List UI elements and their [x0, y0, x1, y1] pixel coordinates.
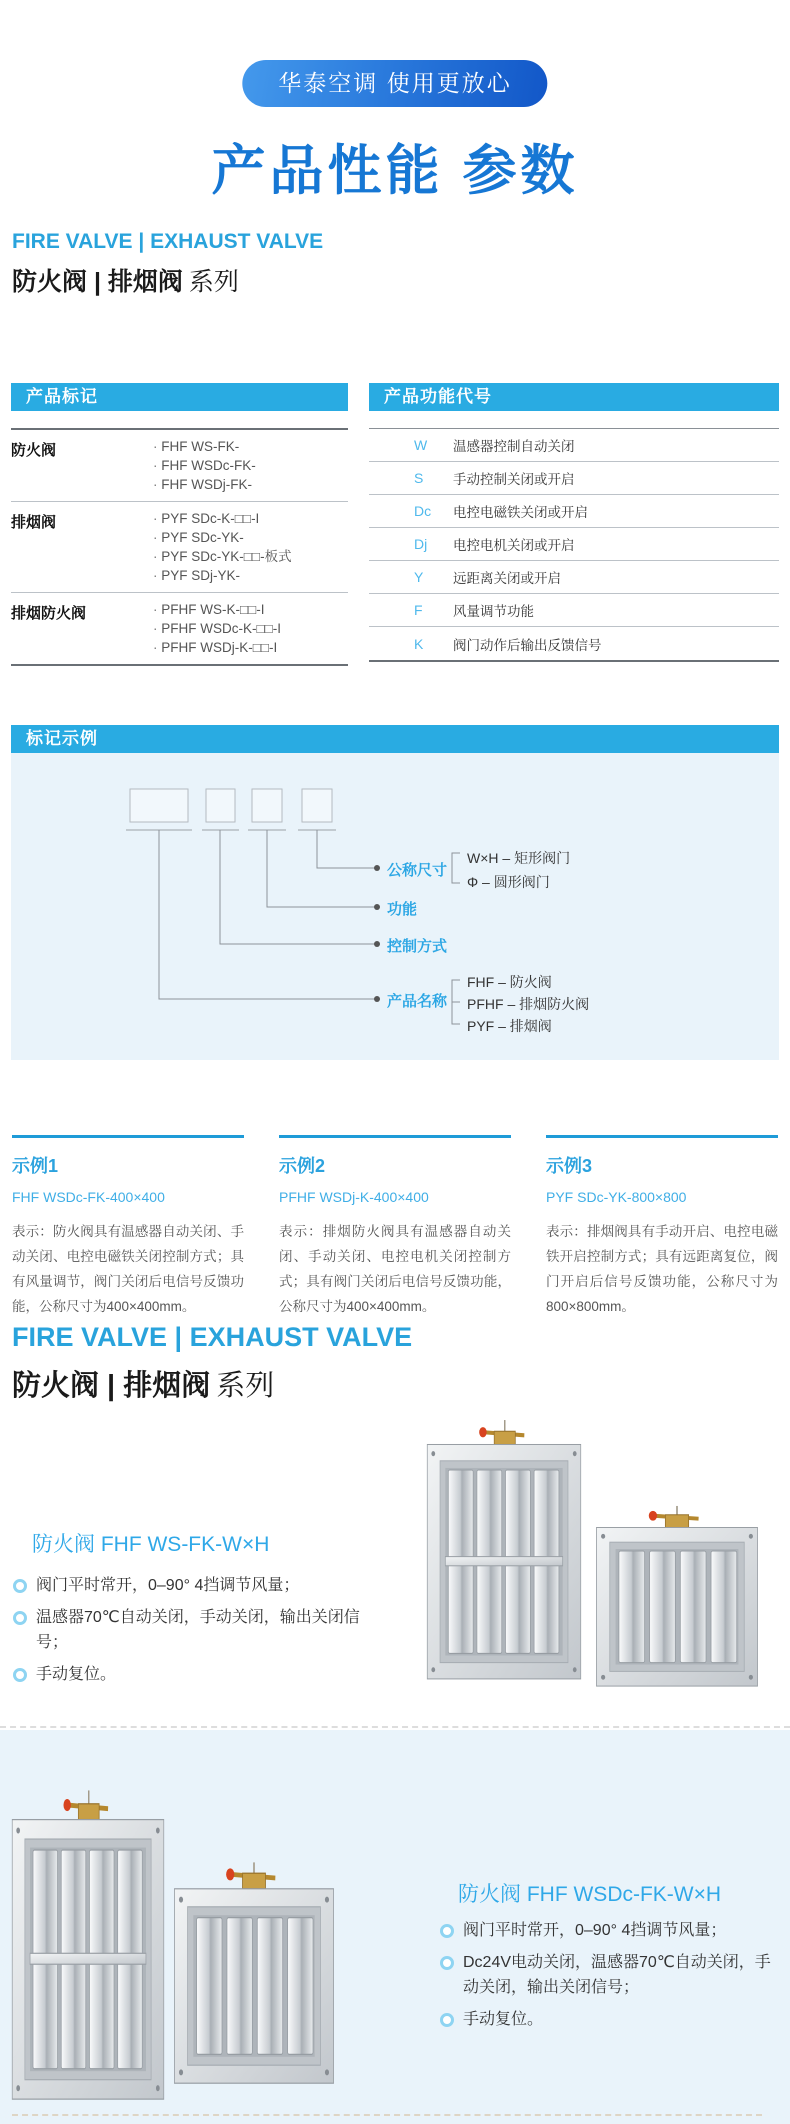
valve-photo-tall: [425, 1418, 583, 1683]
row-label: 排烟防火阀: [11, 605, 87, 622]
table-row: [369, 495, 779, 528]
example-description: 表示：排烟阀具有手动开启、电控电磁铁开启控制方式；具有远距离复位，阀门开启后信号反馈功能，公称尺寸为800×800mm。: [546, 1224, 778, 1314]
series-label: 系列: [216, 1370, 275, 1402]
mark-item: · FHF WS-FK-: [153, 437, 348, 456]
mark-item: · PYF SDc-YK-□□-板式: [153, 547, 348, 566]
product-marks-table: [11, 383, 348, 666]
row-label: 防火阀: [11, 442, 57, 459]
table-row: [11, 430, 348, 502]
function-code: K: [414, 635, 424, 652]
diagram-label-product: 产品名称: [387, 993, 448, 1010]
mark-item: · PFHF WSDj-K-□□-I: [153, 638, 348, 657]
marking-example-diagram: [11, 753, 779, 1060]
example-card-1: [12, 1135, 244, 1319]
product-legend-item: PYF – 排烟阀: [467, 1018, 552, 1034]
product-legend-item: PFHF – 排烟防火阀: [467, 996, 590, 1012]
mark-item: · FHF WSDc-FK-: [153, 456, 348, 475]
mark-item: · PFHF WS-K-□□-I: [153, 600, 348, 619]
feature-item: 阀门平时常开，0–90° 4挡调节风量；: [440, 1918, 774, 1943]
product-feature-list: [440, 1918, 774, 2039]
example-card-2: [279, 1135, 511, 1319]
bottom-divider: [12, 2114, 762, 2116]
function-code: Dj: [414, 536, 428, 552]
table-row: [369, 528, 779, 561]
feature-item: Dc24V电动关闭，温感器70℃自动关闭，手动关闭，输出关闭信号；: [440, 1950, 774, 2000]
section-heading-cn: 防火阀 | 排烟阀 系列: [12, 268, 239, 296]
feature-item: 温感器70℃自动关闭，手动关闭，输出关闭信号；: [13, 1605, 365, 1655]
function-code: Dc: [414, 503, 432, 519]
page-title: 产品性能 参数: [211, 141, 579, 201]
example-code: FHF WSDc-FK-400×400: [12, 1189, 165, 1205]
examples-row: [12, 1135, 778, 1319]
example-card-3: [546, 1135, 778, 1319]
diagram-label-control: 控制方式: [387, 938, 448, 955]
feature-item: 阀门平时常开，0–90° 4挡调节风量；: [13, 1573, 365, 1598]
function-desc: 电控电磁铁关闭或开启: [453, 505, 588, 520]
table-row: [11, 593, 348, 664]
table-row: [369, 462, 779, 495]
example-description: 表示：防火阀具有温感器自动关闭、手动关闭、电控电磁铁关闭控制方式；具有风量调节，阀门关闭后电信号反馈功能，公称尺寸为400×400mm。: [12, 1224, 244, 1314]
example-code: PFHF WSDj-K-400×400: [279, 1189, 429, 1205]
section-heading-en: FIRE VALVE | EXHAUST VALVE: [12, 230, 324, 253]
section-heading-cn: 防火阀 | 排烟阀 系列: [12, 1370, 275, 1402]
valve-photo-tall: [10, 1788, 166, 2104]
row-label: 排烟阀: [11, 514, 57, 531]
marking-example-section: [11, 725, 779, 1060]
function-desc: 风量调节功能: [453, 604, 534, 619]
product-legend-item: FHF – 防火阀: [467, 974, 552, 990]
product-marks-header: 产品标记: [11, 383, 348, 411]
mark-item: · PYF SDj-YK-: [153, 566, 348, 585]
section-heading-1: [12, 230, 323, 298]
table-row: [369, 594, 779, 627]
diagram-label-function: 功能: [387, 901, 418, 918]
function-code: S: [414, 470, 424, 486]
mark-item: · PYF SDc-YK-: [153, 528, 348, 547]
series-label: 系列: [188, 268, 239, 296]
product-title: 防火阀 FHF WSDc-FK-W×H: [458, 1883, 722, 1906]
function-desc: 阀门动作后输出反馈信号: [453, 637, 602, 653]
table-row: [369, 561, 779, 594]
brand-badge: 华泰空调 使用更放心: [242, 60, 547, 107]
feature-item: 手动复位。: [13, 1662, 365, 1687]
function-desc: 手动控制关闭或开启: [453, 472, 575, 487]
product-feature-list: [13, 1573, 365, 1694]
example-title: 示例3: [546, 1156, 593, 1176]
product-block-fhf-ws: [0, 1408, 790, 1728]
diagram-label-size: 公称尺寸: [387, 862, 448, 879]
mark-item: · PFHF WSDc-K-□□-I: [153, 619, 348, 638]
size-legend-item: Φ – 圆形阀门: [467, 874, 550, 890]
section-heading-2: [12, 1322, 412, 1404]
example-code: PYF SDc-YK-800×800: [546, 1189, 687, 1205]
feature-item: 手动复位。: [440, 2007, 774, 2032]
table-row: [369, 429, 779, 462]
function-desc: 电控电机关闭或开启: [453, 538, 575, 553]
function-desc: 远距离关闭或开启: [453, 571, 561, 586]
example-title: 示例1: [12, 1156, 59, 1176]
table-row: [369, 627, 779, 660]
function-code: Y: [414, 569, 424, 585]
valve-photo-square: [594, 1504, 760, 1690]
size-legend-item: W×H – 矩形阀门: [467, 850, 571, 866]
product-block-fhf-wsdc: [0, 1730, 790, 2124]
mark-item: · FHF WSDj-FK-: [153, 475, 348, 494]
function-codes-header: 产品功能代号: [369, 383, 779, 411]
valve-photo-square: [172, 1860, 336, 2088]
product-title: 防火阀 FHF WS-FK-W×H: [32, 1533, 270, 1556]
example-description: 表示：排烟防火阀具有温感器自动关闭、手动关闭、电控电机关闭控制方式；具有阀门关闭后电信号反馈功能，公称尺寸为400×400mm。: [279, 1224, 511, 1314]
function-codes-table: [369, 383, 779, 666]
mark-item: · PYF SDc-K-□□-I: [153, 509, 348, 528]
example-title: 示例2: [279, 1156, 326, 1176]
section-heading-en: FIRE VALVE | EXHAUST VALVE: [12, 1322, 413, 1352]
function-code: W: [414, 437, 428, 453]
spec-tables: [11, 383, 779, 666]
function-code: F: [414, 602, 423, 618]
function-desc: 温感器控制自动关闭: [453, 439, 575, 454]
marking-example-header: 标记示例: [11, 725, 779, 753]
table-row: [11, 502, 348, 593]
